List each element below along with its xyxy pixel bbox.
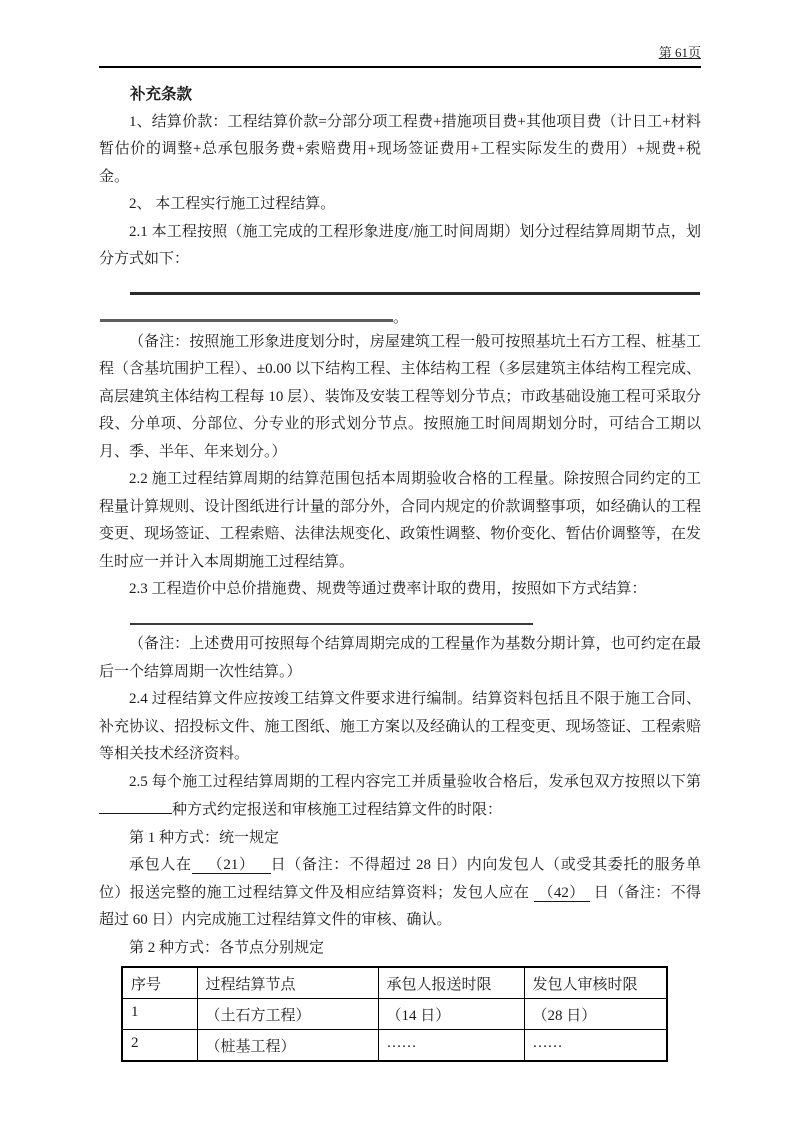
note-division: （备注：按照施工形象进度划分时，房屋建筑工程一般可按照基坑土石方工程、桩基工程（含基坑围护工程）、±0.00 以下结构工程、主体结构工程（多层建筑主体结构工程完成、高层建筑主体结构工程每 10 层）、装饰及安装工程等划分节点；市政基础设施工程可采取分段、分单项、分部位、分专业的形式划分节点。按照施工时间周期划分时，可结合工期以月、季、半年、年来划分。） bbox=[99, 333, 701, 460]
table-cell-review-limit: （28 日） bbox=[524, 999, 667, 1030]
section-heading: 补充条款 bbox=[130, 86, 193, 103]
clause-2-5-post: 种方式约定报送和审核施工过程结算文件的时限： bbox=[172, 802, 503, 818]
method-1-blank-42: （42） bbox=[534, 885, 590, 902]
clause-1: 1、结算价款：工程结算价款=分部分项工程费+措施项目费+其他项目费（计日工+材料暂估价的调整+总承包服务费+索赔费用+现场签证费用+工程实际发生的费用）+规费+税金。 bbox=[99, 113, 701, 185]
table-cell-submit-limit: （14 日） bbox=[378, 999, 524, 1030]
table-cell-node: （土石方工程） bbox=[197, 999, 378, 1030]
table-header-node: 过程结算节点 bbox=[197, 967, 378, 999]
table-cell-submit-limit: …… bbox=[378, 1030, 524, 1062]
blank-line-3 bbox=[99, 604, 701, 632]
method-1-title: 第 1 种方式：统一规定 bbox=[129, 829, 280, 846]
page-content bbox=[99, 0, 701, 1062]
table-header-index: 序号 bbox=[122, 967, 197, 999]
method-1-blank-21: （21） bbox=[192, 857, 271, 874]
settlement-table bbox=[121, 966, 668, 1062]
table-cell-review-limit: …… bbox=[524, 1030, 667, 1062]
page-header bbox=[99, 0, 701, 68]
method-1-body bbox=[99, 852, 701, 935]
blank-underline-1 bbox=[130, 274, 700, 295]
clause-2: 2、 本工程实行施工过程结算。 bbox=[129, 196, 336, 212]
table-header-review-limit: 发包人审核时限 bbox=[524, 967, 667, 999]
blank-underline-2 bbox=[100, 301, 393, 322]
method-1-seg2: 日（备注：不得超过 28 日）内向发包人（或受其委托的服务单位）报送完整的施工过程结算文件及相应结算资料；发包人应在 bbox=[99, 857, 701, 901]
table-cell-index: 1 bbox=[122, 999, 197, 1030]
table-row bbox=[122, 1030, 667, 1062]
method-1-seg1: 承包人在 bbox=[129, 857, 192, 873]
clause-2-4: 2.4 过程结算文件应按竣工结算文件要求进行编制。结算资料包括且不限于施工合同、补充协议、招投标文件、施工图纸、施工方案以及经确认的工程变更、现场签证、工程索赔等相关技术经济资料。 bbox=[99, 691, 701, 762]
blank-line-1 bbox=[99, 274, 701, 302]
blank-underline-3 bbox=[130, 604, 533, 625]
method-1-seg3: 日（备注：不得超过 60 日）内完成施工过程结算文件的审核、确认。 bbox=[99, 884, 701, 928]
blank-line-2 bbox=[99, 301, 701, 329]
clause-2-5 bbox=[99, 769, 701, 825]
clause-2-2: 2.2 施工过程结算周期的结算范围包括本周期验收合格的工程量。除按照合同约定的工程量计算规则、设计图纸进行计量的部分外，合同内规定的价款调整事项，如经确认的工程变更、现场签证、工程索赔、法律法规变化、政策性调整、物价变化、暂估价调整等，在发生时应一并计入本周期施工过程结算。 bbox=[99, 471, 701, 570]
table-row bbox=[122, 999, 667, 1030]
clause-2-1: 2.1 本工程按照（施工完成的工程形象进度/施工时间周期）划分过程结算周期节点，划分方式如下： bbox=[99, 223, 701, 267]
table-cell-node: （桩基工程） bbox=[197, 1030, 378, 1062]
table-header-submit-limit: 承包人报送时限 bbox=[378, 967, 524, 999]
clause-2-5-pre: 2.5 每个施工过程结算周期的工程内容完工并质量验收合格后，发承包双方按照以下第 bbox=[129, 773, 701, 790]
note-fee: （备注：上述费用可按照每个结算周期完成的工程量作为基数分期计算，也可约定在最后一个结算周期一次性结算。） bbox=[99, 636, 701, 680]
table-header-row bbox=[122, 967, 667, 999]
clause-2-3: 2.3 工程造价中总价措施费、规费等通过费率计取的费用，按照如下方式结算： bbox=[129, 581, 647, 597]
clause-2-5-blank bbox=[99, 796, 172, 814]
method-2-title: 第 2 种方式：各节点分别规定 bbox=[129, 939, 325, 956]
table-cell-index: 2 bbox=[122, 1030, 197, 1062]
page-number: 第 61页 bbox=[658, 45, 701, 60]
blank-line-2-period: 。 bbox=[393, 310, 409, 326]
